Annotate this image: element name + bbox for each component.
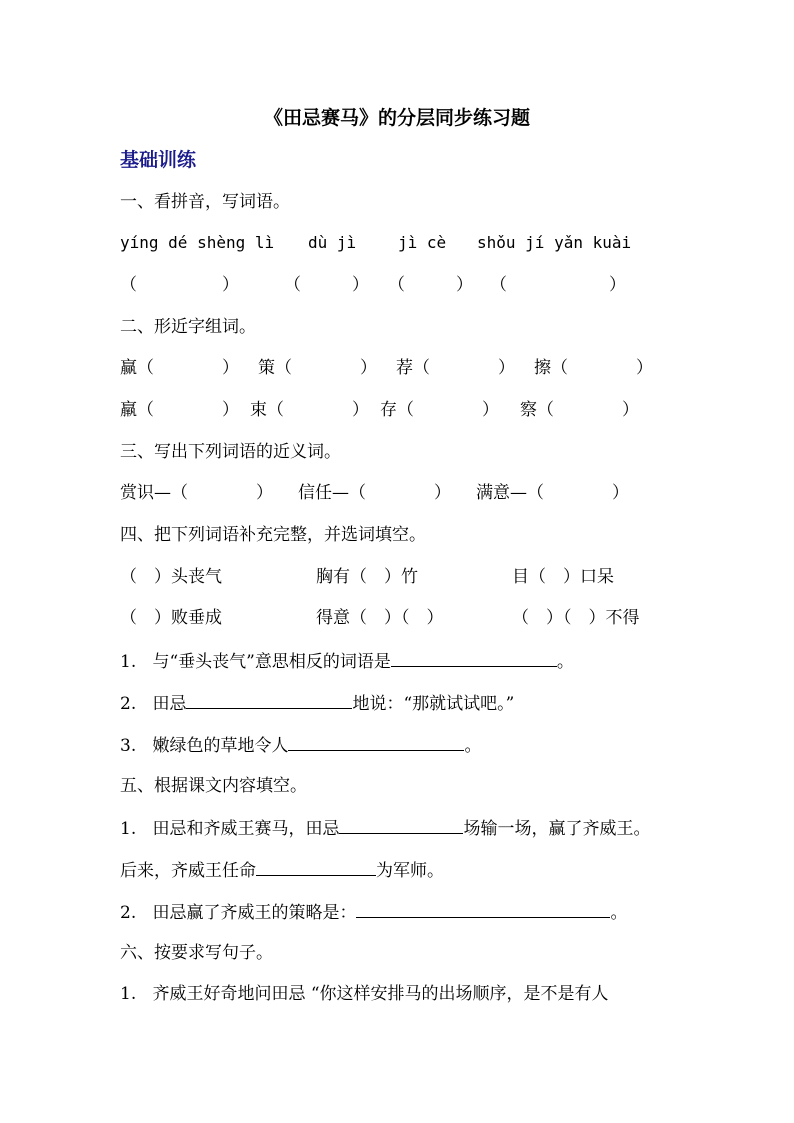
char-blank-item[interactable]: 擦（ ）	[534, 358, 653, 378]
synonym-item[interactable]: 信任—（ ）	[298, 483, 451, 503]
section-4-heading: 四、把下列词语补充完整，并选词填空。	[120, 525, 426, 545]
question-text-end: 。	[556, 652, 574, 672]
sentence-question-1	[120, 983, 609, 1005]
char-blank-item[interactable]: 束（ ）	[250, 400, 369, 420]
section-6-heading: 六、按要求写句子。	[120, 943, 273, 963]
question-number: 1.	[120, 652, 137, 672]
fill-question-2	[120, 691, 514, 715]
question-text-end: 。	[610, 903, 628, 923]
answer-brackets[interactable]: （ ）	[388, 275, 473, 295]
fill-question-1	[120, 649, 574, 673]
question-text: 田忌和齐威王赛马，田忌	[152, 819, 340, 839]
content-question-2	[120, 900, 627, 924]
idiom-item[interactable]: （ ）头丧气	[120, 567, 222, 587]
fill-question-3	[120, 733, 481, 757]
synonym-item[interactable]: 赏识—（ ）	[120, 483, 273, 503]
question-text-end: 为军师。	[376, 861, 444, 881]
question-text-end: 场输一场，赢了齐威王。	[463, 819, 651, 839]
question-number: 2.	[120, 694, 137, 714]
section-5-heading: 五、根据课文内容填空。	[120, 776, 307, 796]
question-number: 3.	[120, 736, 137, 756]
question-text-end: 地说：“那就试试吧。”	[352, 694, 515, 714]
char-blank-item[interactable]: 察（ ）	[520, 400, 639, 420]
answer-brackets[interactable]: （ ）	[490, 275, 626, 295]
answer-brackets[interactable]: （ ）	[284, 275, 369, 295]
idiom-item[interactable]: （ ）（ ）不得	[512, 608, 640, 628]
content-question-1	[120, 816, 650, 840]
question-text: 田忌赢了齐威王的策略是：	[152, 903, 357, 923]
answer-blank[interactable]	[186, 691, 352, 709]
page-title: 《田忌赛马》的分层同步练习题	[263, 107, 530, 129]
question-number: 1.	[120, 984, 137, 1004]
synonym-item[interactable]: 满意—（ ）	[476, 483, 629, 503]
idiom-item[interactable]: 胸有（ ）竹	[316, 567, 418, 587]
section-3-heading: 三、写出下列词语的近义词。	[120, 442, 341, 462]
idiom-item[interactable]: 目（ ）口呆	[512, 567, 614, 587]
question-number: 2.	[120, 903, 137, 923]
answer-brackets[interactable]: （ ）	[120, 275, 239, 295]
section-1-heading: 一、看拼音，写词语。	[120, 192, 290, 212]
section-2-heading: 二、形近字组词。	[120, 317, 256, 337]
pinyin-item: jì cè	[398, 233, 447, 252]
answer-blank[interactable]	[391, 649, 557, 667]
char-blank-item[interactable]: 存（ ）	[380, 400, 499, 420]
answer-blank[interactable]	[356, 900, 610, 918]
question-text: 后来，齐威王任命	[120, 861, 256, 881]
pinyin-item: shǒu jí yǎn kuài	[477, 233, 632, 252]
answer-blank[interactable]	[339, 816, 463, 834]
answer-blank[interactable]	[288, 733, 464, 751]
section-subtitle: 基础训练	[120, 149, 197, 171]
char-blank-item[interactable]: 羸（ ）	[120, 400, 239, 420]
char-blank-item[interactable]: 策（ ）	[258, 358, 377, 378]
pinyin-item: yíng dé shèng lì	[120, 233, 275, 252]
pinyin-item: dù jì	[308, 233, 357, 252]
question-text: 与“垂头丧气”意思相反的词语是	[152, 652, 391, 672]
answer-blank[interactable]	[256, 858, 376, 876]
question-text-end: 。	[464, 736, 482, 756]
question-text: 田忌	[152, 694, 187, 714]
char-blank-item[interactable]: 荐（ ）	[396, 358, 515, 378]
content-question-1-continued	[120, 858, 444, 882]
idiom-item[interactable]: （ ）败垂成	[120, 608, 222, 628]
char-blank-item[interactable]: 赢（ ）	[120, 358, 239, 378]
idiom-item[interactable]: 得意（ ）（ ）	[316, 608, 444, 628]
question-text: 齐威王好奇地问田忌 “你这样安排马的出场顺序，是不是有人	[152, 984, 609, 1004]
question-text: 嫩绿色的草地令人	[152, 736, 289, 756]
question-number: 1.	[120, 819, 137, 839]
